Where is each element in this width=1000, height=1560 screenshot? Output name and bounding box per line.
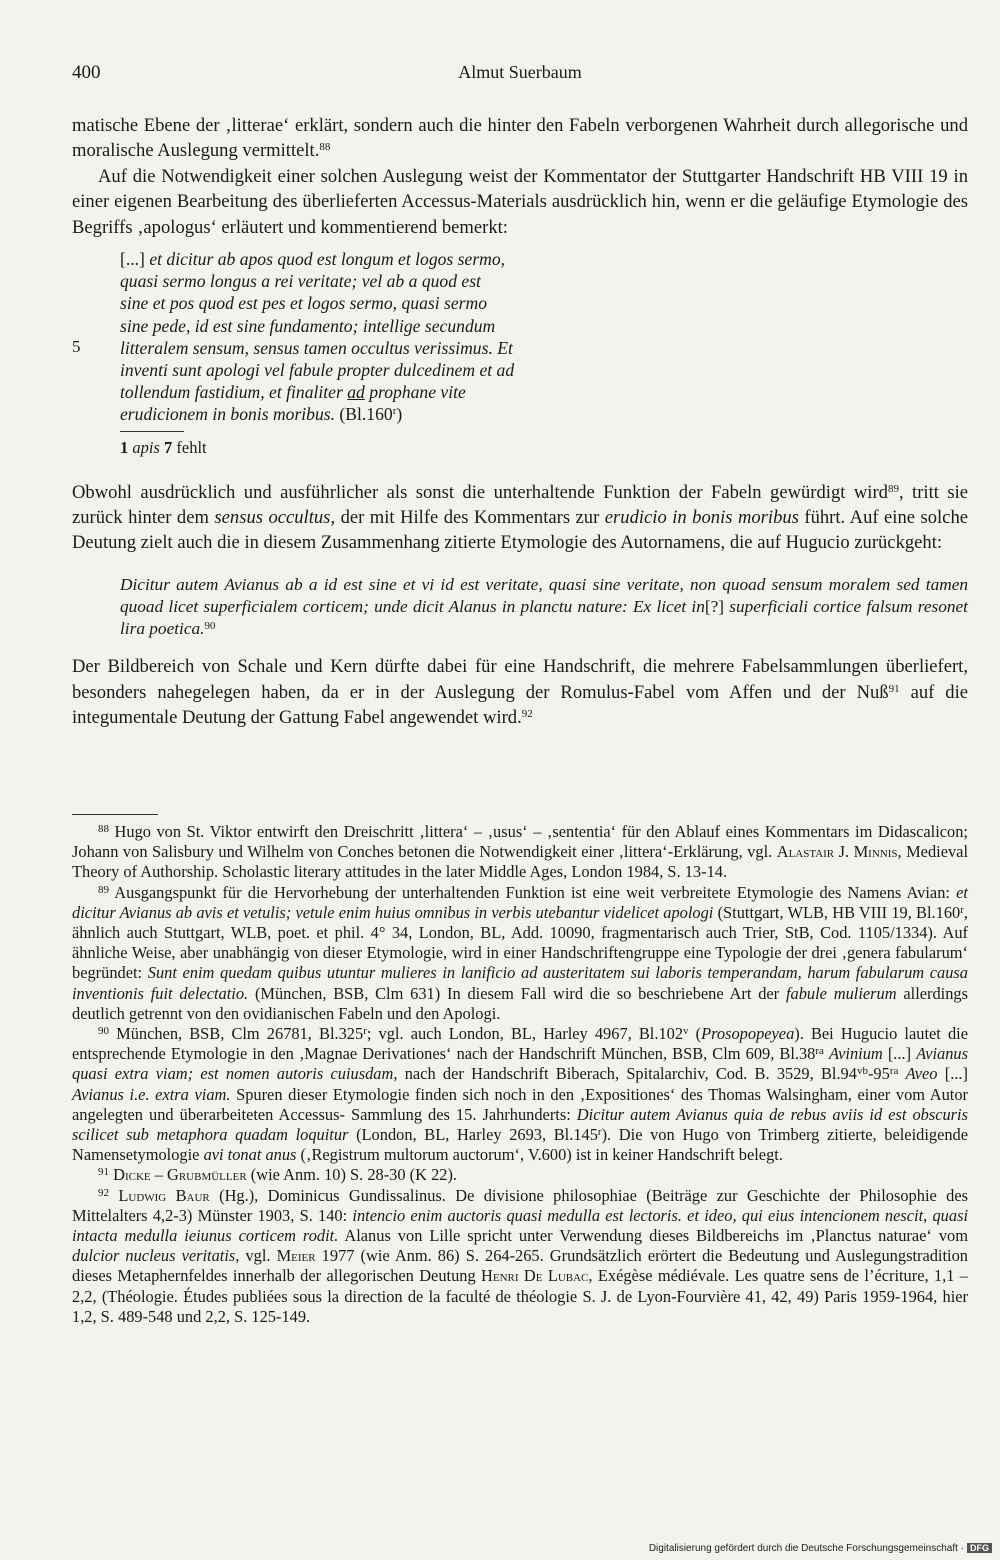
- footnote-ref-89: 89: [887, 482, 899, 495]
- digitization-credit: Digitalisierung gefördert durch die Deutsche Forschungsgemeinschaft · DFG: [649, 1543, 992, 1554]
- page-header: [72, 62, 968, 88]
- quote-line: inventi sunt apologi vel fabule propter dulcedinem et ad: [120, 360, 515, 381]
- footnote-ref-92: 92: [521, 708, 533, 721]
- footnote-90: $^{90}$ München, BSB, Clm 26781, Bl.325$^r$; vgl. auch London, BL, Harley 4967, Bl.102$^v$ (Prosopopeyea). Bei Hugucio lautet die entsprechende Etymologie in den ‚Magnae Derivationes‘ nach der Handschrift München, BSB, Clm 609, $Bl.38^{ra}$ Avinium [...] Avianus quasi extra viam; est nomen autoris cuiusdam, nach der Handschrift Biberach, Spitalarchiv, Cod. B. 3529, $Bl.94^{vb}-95^{ra}$ Aveo [...] Avianus i.e. extra viam. Spuren dieser Etymologie finden sich noch in den ‚Expositiones‘ des Thomas Walsingham, einer vom Autor angelegten und überarbeiteten Accessus- Sammlung des 15. Jahrhunderts: Dicitur autem Avianus quia de rebus aviis id est obscuris scilicet sub metaphora quadam loquitur (London, BL, Harley 2693, Bl.145$^r$). Die von Hugo von Trimberg zitierte, beleidigende Namensetymologie avi tonat anus (‚Registrum multorum auctorum‘, V.600) ist in keiner Handschrift belegt.: [72, 1024, 969, 1165]
- quote-line: tollendum fastidium, et finaliter ad prophane vite: [120, 382, 466, 403]
- page-number: 400: [72, 62, 101, 83]
- block-quote-commentary: [72, 248, 640, 426]
- main-text: [72, 113, 968, 731]
- quote-line: erudicionem in bonis moribus. (Bl.160$^r$): [120, 404, 403, 425]
- line-number: 5: [72, 337, 81, 357]
- quote-line: quasi sermo longus a rei veritate; vel ab a quod est: [120, 271, 481, 292]
- paragraph-4: Der Bildbereich von Schale und Kern dürfte dabei für eine Handschrift, die mehrere Fabelsammlungen überliefert, besonders nahegelegen haben, da er in der Auslegung der Romulus-Fabel vom Affen und der Nuß$^{91}$ auf die integumentale Deutung der Gattung Fabel angewendet wird.$^{92}$: [72, 656, 968, 729]
- footnote-ref-91: 91: [888, 682, 900, 695]
- footnote-88: $^{88}$ Hugo von St. Viktor entwirft den Dreischritt ‚littera‘ – ‚usus‘ – ‚sententia‘ für den Ablauf eines Kommentars im Didascalicon; Johann von Salisbury und Wilhelm von Conches betonen die Notwendigkeit einer ‚littera‘-Erklärung, vgl. Alastair J. Minnis, Medieval Theory of Authorship. Scholastic literary attitudes in the later Middle Ages, London 1984, S. 13-14.: [72, 822, 969, 882]
- footnote-89: $^{89}$ Ausgangspunkt für die Hervorhebung der unterhaltenden Funktion ist eine weit verbreitete Etymologie des Namens Avian: et dicitur Avianus ab avis et vetulis; vetule enim huius omnibus in verbis utebantur videlicet apologi (Stuttgart, WLB, HB VIII 19, Bl.160$^r$, ähnlich auch Stuttgart, WLB, poet. et phil. 4° 34, London, BL, Add. 10090, fragmentarisch auch Trier, StB, Cod. 1105/1334). Auf ähnliche Weise, aber unabhängig von dieser Etymologie, wird in einer Handschriftengruppe eine Typologie der drei ‚genera fabularum‘ begründet: Sunt enim quedam quibus utuntur mulieres in lanificio ad austeritatem sui laboris temperandam, harum fabularum causa inventionis fuit delectatio. (München, BSB, Clm 631) In diesem Fall wird die so beschriebene Art der fabule mulierum allerdings deutlich getrennt von den ovidianischen Fabeln und den Apologi.: [72, 882, 969, 1023]
- paragraph-2: Auf die Notwendigkeit einer solchen Auslegung weist der Kommentator der Stuttgarter Handschrift HB VIII 19 in einer eigenen Bearbeitung des überlieferten Accessus-Materials ausdrücklich hin, wenn er die geläufige Etymologie des Begriffs ‚apologus‘ erläutert und kommentierend bemerkt:: [72, 165, 968, 238]
- footnote-91: $^{91}$ Dicke – Grubmüller (wie Anm. 10) S. 28-30 (K 22).: [98, 1165, 458, 1185]
- critical-apparatus: 1 apis 7 fehlt: [120, 437, 207, 457]
- footnotes: [72, 822, 968, 1327]
- paragraph-3: Obwohl ausdrücklich und ausführlicher als sonst die unterhaltende Funktion der Fabeln gewürdigt wird$^{89}$, tritt sie zurück hinter dem sensus occultus, der mit Hilfe des Kommentars zur erudicio in bonis moribus führt. Auf eine solche Deutung zielt auch die in diesem Zusammenhang zitierte Etymologie des Autornamens, die auf Hugucio zurückgeht:: [72, 481, 968, 554]
- footnote-divider: [72, 814, 158, 815]
- book-page: [72, 0, 968, 1560]
- footnote-ref-90: 90: [204, 620, 216, 633]
- block-quote-hugucio: Dicitur autem Avianus ab a id est sine et vi id est veritate, quasi sine veritate, non quoad sensum moralem sed tamen quoad licet superficialem corticem; unde dicit Alanus in planctu nature: Ex licet in[?] superficiali cortice falsum resonet lira poetica.$^{90}$: [120, 574, 968, 639]
- dfg-logo: DFG: [967, 1543, 992, 1553]
- footnote-92: $^{92}$ Ludwig Baur (Hg.), Dominicus Gundissalinus. De divisione philosophiae (Beiträge zur Geschichte der Philosophie des Mittelalters 4,2-3) Münster 1903, S. 140: intencio enim auctoris quasi medulla est lectoris. et ideo, qui eius intencionem nescit, quasi intacta medulla ieiunus corticem rodit. Alanus von Lille spricht unter Verwendung dieses Bildbereichs im ‚Planctus naturae‘ vom dulcior nucleus veritatis, vgl. Meier 1977 (wie Anm. 86) S. 264-265. Grundsätzlich erörtert die Bedeutung und Auslegungstradition dieses Metaphernfeldes innerhalb der allegorischen Deutung Henri De Lubac, Exégèse médiévale. Les quatre sens de l’écriture, 1,1 – 2,2, (Théologie. Études publiées sous la direction de la faculté de théologie S. J. de Lyon-Fourvière 41, 42, 49) Paris 1959-1964, hier 1,2, S. 489-548 und 2,2, S. 125-149.: [72, 1185, 968, 1326]
- quote-line: litteralem sensum, sensus tamen occultus verissimus. Et: [120, 337, 513, 358]
- footnote-ref-88: 88: [319, 141, 331, 154]
- quote-line: sine pede, id est sine fundamento; intellige secundum: [120, 315, 496, 336]
- running-head: Almut Suerbaum: [458, 62, 582, 82]
- apparatus-divider: [120, 431, 184, 432]
- quote-line: [...] et dicitur ab apos quod est longum et logos sermo,: [120, 249, 506, 270]
- paragraph-1: matische Ebene der ‚litterae‘ erklärt, sondern auch die hinter den Fabeln verborgenen Wahrheit durch allegorische und moralische Auslegung vermittelt.$^{88}$: [72, 115, 968, 162]
- quote-line: sine et pos quod est pes et logos sermo, quasi sermo: [120, 293, 488, 314]
